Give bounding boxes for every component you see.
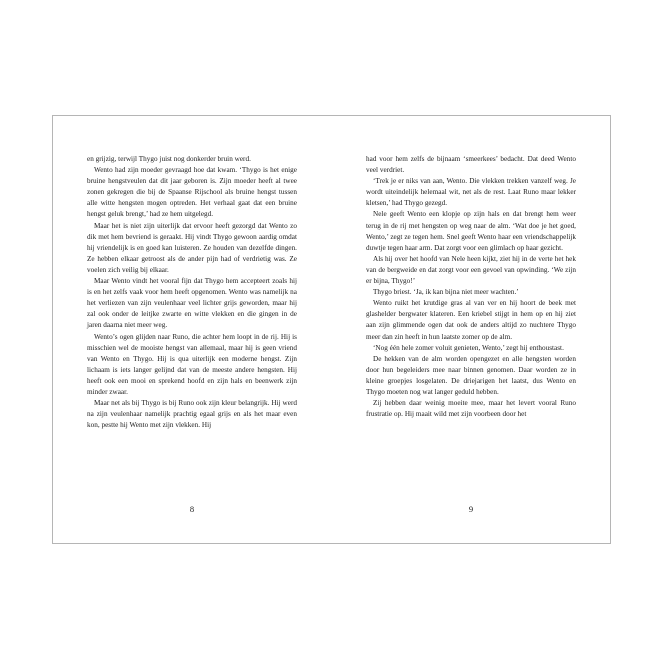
right-paragraph-8: De hekken van de alm worden opengezet en alle hengsten worden door hun begeleiders mee naar binnen genomen. Daar worden ze in kleine groepjes losgelaten. De driejarigen het laatst, dus Wento en Thygo moeten nog wat langer geduld hebben.	[366, 354, 576, 396]
right-paragraph-1: had voor hem zelfs de bijnaam ‘smeerkees’ bedacht. Dat deed Wento veel verdriet.	[366, 155, 576, 175]
right-paragraph-2: ‘Trek je er niks van aan, Wento. Die vlekken trekken vanzelf weg. Je wordt uiteindelijk helemaal wit, net als de rest. Laat Runo maar lekker kletsen,’ had Thygo gezegd.	[366, 177, 576, 208]
right-paragraph-6: Wento ruikt het krutdige gras al van ver en hij hoort de beek met glashelder bergwater klateren. Een kriebel stijgt in hem op en hij ziet aan zijn glimmende ogen dat ook de anders altijd zo nuchtere Thygo meer dan zin heeft in hun laatste zomer op de alm.	[366, 299, 576, 341]
right-page-number: 9	[468, 504, 474, 514]
left-paragraph-6: Maar net als bij Thygo is bij Runo ook zijn kleur belangrijk. Hij werd na zijn veulenhaar namelijk prachtig egaal grijs en als het maar even kon, pestte hij Wento met zijn vlekken. Hij	[87, 399, 297, 430]
left-paragraph-1: en grijzig, terwijl Thygo juist nog donkerder bruin werd.	[87, 155, 251, 163]
right-page	[366, 154, 576, 420]
left-paragraph-3: Maar het is niet zijn uiterlijk dat ervoor heeft gezorgd dat Wento zo dik met hem bevriend is geraakt. Hij vindt Thygo gewoon aardig omdat hij vriendelijk is en goed kan luisteren. Ze houden van dezelfde dingen. Ze hebben elkaar getroost als de ander pijn had of verdrietig was. Ze voelen zich veilig bij elkaar.	[87, 221, 297, 274]
right-paragraph-3: Nele geeft Wento een klopje op zijn hals en dat brengt hem weer terug in de rij met hengsten op weg naar de alm. ‘Wat doe je het goed, Wento,’ zegt ze tegen hem. Snel geeft Wento haar een vriendschappelijk duwtje tegen haar arm. Dat zorgt voor een glimlach op haar gezicht.	[366, 210, 576, 252]
left-paragraph-2: Wento had zijn moeder gevraagd hoe dat kwam. ‘Thygo is het enige bruine hengstveulen dat dit jaar geboren is. Zijn moeder heeft al twee zonen gekregen die bij de Spaanse Rijschool als bruine hengst tussen alle witte hengsten mogen optreden. Het verhaal gaat dat een bruine hengst geluk brengt,’ had ze hem uitgelegd.	[87, 166, 297, 219]
left-page	[87, 154, 297, 431]
right-paragraph-9: Zij hebben daar weinig moeite mee, maar het levert vooral Runo frustratie op. Hij maait wild met zijn voorbeen door het	[366, 399, 576, 419]
right-paragraph-4: Als hij over het hoofd van Nele heen kijkt, ziet hij in de verte het hek van de bergweide en dat zorgt voor een gevoel van opwinding. ‘We zijn er bijna, Thygo!’	[366, 254, 576, 286]
left-paragraph-4: Maar Wento vindt het vooral fijn dat Thygo hem accepteert zoals hij is en het zelfs vaak voor hem heeft opgenomen. Wento was namelijk na het verliezen van zijn veulenhaar veel lichter grijs geworden, maar hij zal ook onder de leitjke zwarte en witte vlekken en die gingen in de jaren daarna niet meer weg.	[87, 277, 297, 330]
right-paragraph-7: ‘Nog één hele zomer voluit genieten, Wento,’ zegt hij enthoustast.	[373, 343, 564, 352]
left-paragraph-5: Wento’s ogen glijden naar Runo, die achter hem loopt in de rij. Hij is misschien wel de mooiste hengst van allemaal, maar hij is geen vriend van Wento en Thygo. Hij is qua uiterlijk een moderne hengst. Zijn lichaam is iets langer gelijnd dat van de meeste andere hengsten. Hij heeft ook een mooi en sprekend hoofd en zijn hals en beenwerk zijn minder zwaar.	[87, 332, 297, 396]
left-page-number: 8	[189, 504, 195, 514]
book-spread	[52, 115, 611, 544]
right-paragraph-5: Thygo briest. ‘Ja, ik kan bijna niet meer wachten.’	[373, 288, 519, 297]
